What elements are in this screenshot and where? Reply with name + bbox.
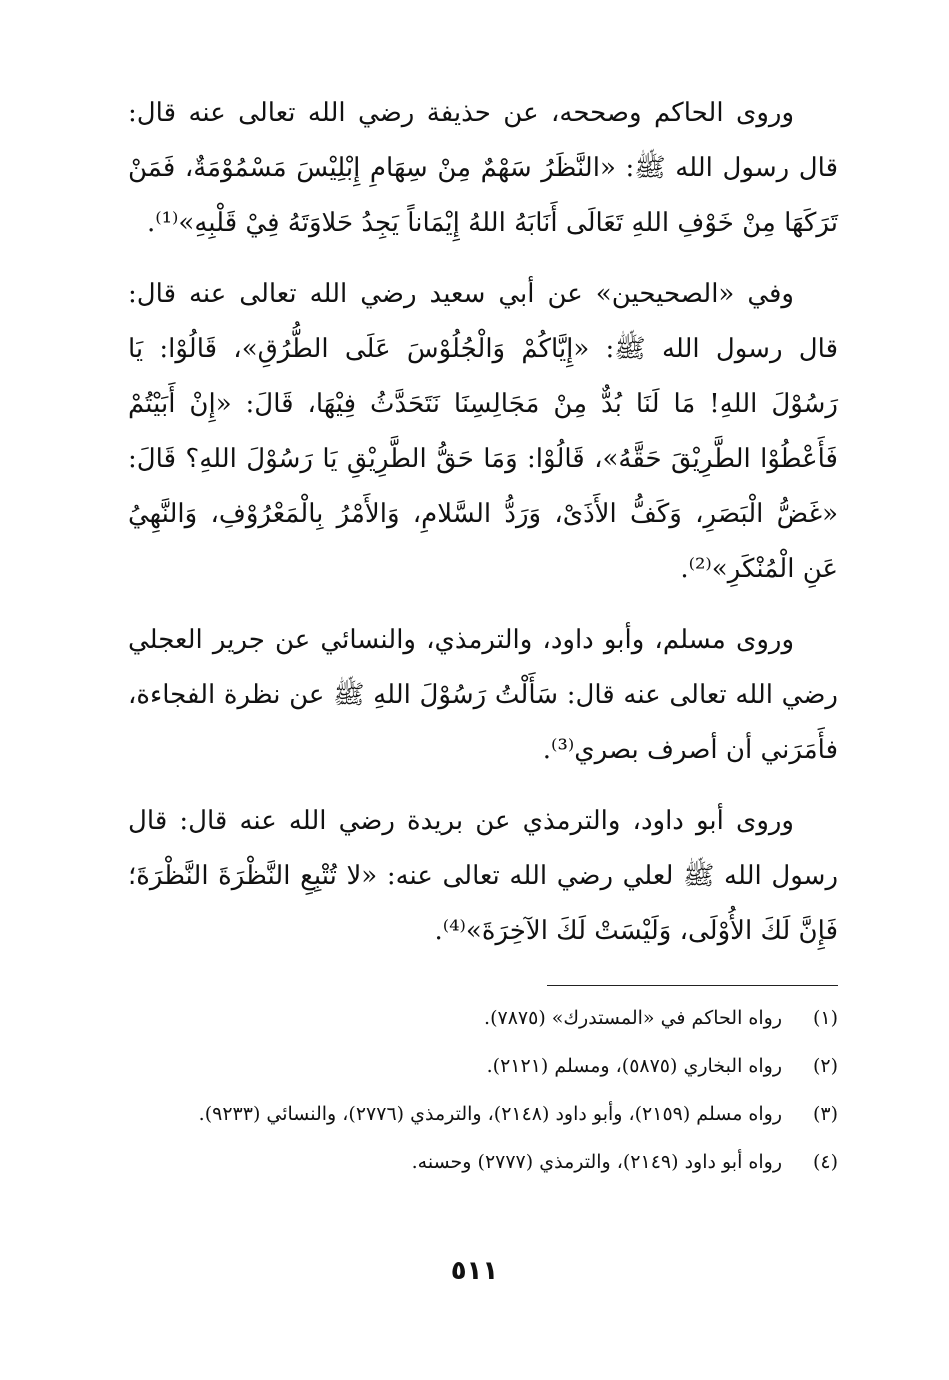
footnote-text: رواه الحاكم في «المستدرك» (٧٨٧٥). — [484, 1007, 782, 1029]
footnote-item — [128, 1000, 838, 1036]
footnote-text: رواه أبو داود (٢١٤٩)، والترمذي (٢٧٧٧) وحسنه. — [411, 1151, 782, 1173]
paragraph-hudhayfah-hadith: وروى الحاكم وصححه، عن حذيفة رضي الله تعالى عنه قال: قال رسول الله ﷺ: «النَّظَرُ سَهْمٌ مِنْ سِهَامِ إِبْلِيْسَ مَسْمُوْمَةٌ، فَمَنْ تَرَكَهَا مِنْ خَوْفِ اللهِ تَعَالَى أَنَابَهُ اللهُ إِيْمَاناً يَجِدُ حَلاوَتَهُ فِيْ قَلْبِهِ»⁽¹⁾. — [128, 98, 838, 238]
footnote-number: (٢) — [812, 1055, 838, 1077]
footnote-number: (٤) — [812, 1151, 838, 1173]
footnote-item — [128, 1096, 838, 1132]
footnote-item — [128, 1048, 838, 1084]
paragraph-jarir-hadith: وروى مسلم، وأبو داود، والترمذي، والنسائي عن جرير العجلي رضي الله تعالى عنه قال: سَأَلْتُ رَسُوْلَ اللهِ ﷺ عن نظرة الفجاءة، فأَمَرَني أن أصرف بصري⁽³⁾. — [128, 625, 838, 765]
footnote-text: رواه البخاري (٥٨٧٥)، ومسلم (٢١٢١). — [486, 1055, 782, 1077]
main-text-block — [128, 86, 838, 975]
page-number: ٥١١ — [450, 1256, 499, 1286]
footnotes — [128, 1000, 838, 1192]
footnote-number: (١) — [812, 1007, 838, 1029]
footnote-item — [128, 1144, 838, 1180]
paragraph-abu-saeed-hadith: وفي «الصحيحين» عن أبي سعيد رضي الله تعالى عنه قال: قال رسول الله ﷺ: «إِيَّاكُمْ وَالْجُلُوْسَ عَلَى الطُّرُقِ»، قَالُوْا: يَا رَسُوْلَ اللهِ! مَا لَنَا بُدٌّ مِنْ مَجَالِسِنَا نَتَحَدَّثُ فِيْهَا، قَالَ: «إِنْ أَبَيْتُمْ فَأَعْطُوْا الطَّرِيْقَ حَقَّهُ»، قَالُوْا: وَمَا حَقُّ الطَّرِيْقِ يَا رَسُوْلَ اللهِ؟ قَالَ: «غَضُّ الْبَصَرِ، وَكَفُّ الأَذَىْ، وَرَدُّ السَّلامِ، وَالأَمْرُ بِالْمَعْرُوْفِ، وَالنَّهِيُ عَنِ الْمُنْكَرِ»⁽²⁾. — [128, 279, 838, 584]
footnote-text: رواه مسلم (٢١٥٩)، وأبو داود (٢١٤٨)، والترمذي (٢٧٧٦)، والنسائي (٩٢٣٣). — [198, 1103, 782, 1125]
footnote-number: (٣) — [812, 1103, 838, 1125]
footnote-separator — [547, 985, 838, 986]
paragraph-buraydah-hadith: وروى أبو داود، والترمذي عن بريدة رضي الله عنه قال: قال رسول الله ﷺ لعلي رضي الله تعالى عنه: «لا تُتْبِعِ النَّظْرَةَ النَّظْرَةَ؛ فَإِنَّ لَكَ الأُوْلَى، وَلَيْسَتْ لَكَ الآخِرَةَ»⁽⁴⁾. — [128, 806, 838, 946]
